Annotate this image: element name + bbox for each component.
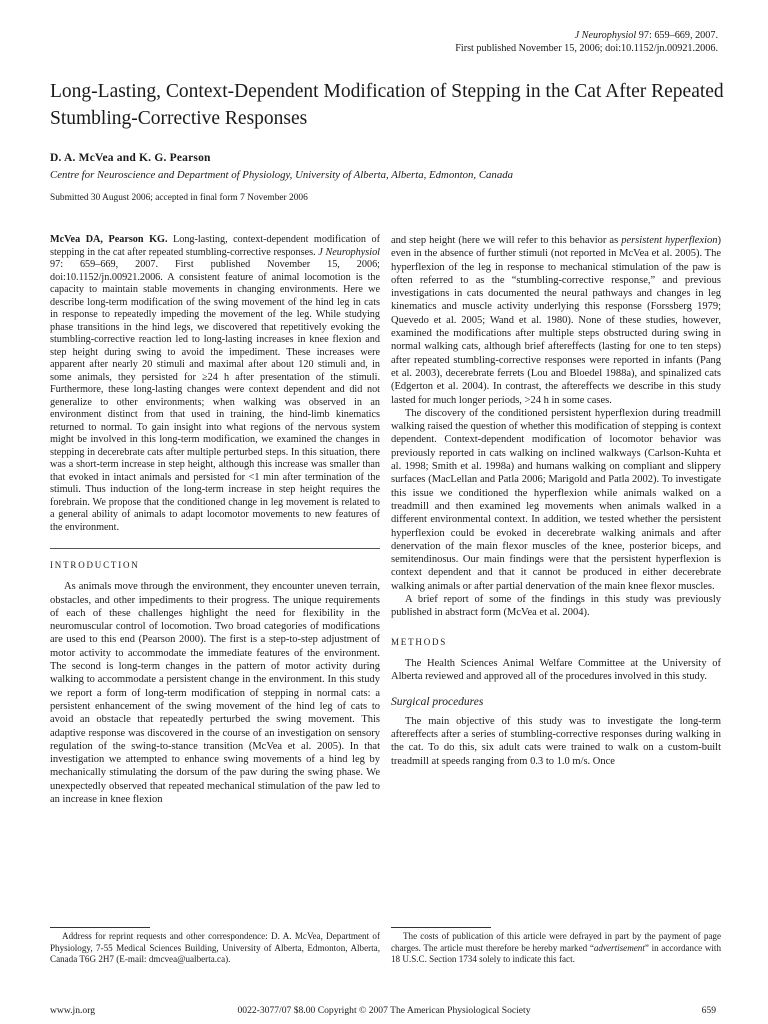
introduction-paragraph-2: The discovery of the conditioned persistent hyperflexion during treadmill walking raised the question of whether this modification of stepping is context dependent. Context-dependent modification of locomotor behavior was previously reported in cats walking on inclined walkways (Carlson-Kuhta et al. 1998; Smith et al. 1998a) and humans walking on compliant and slippery surfaces (MacLellan and Patla 2006; Marigold and Patla 2002). To investigate this issue we conditioned the hyperflexion while animals walked on a treadmill and then examined leg movements when animals walked in a different environmental context. In addition, we tested whether the persistent hyperflexion could be evoked in decerebrate walking animals and after denervation of the main flexor muscles of the knee, posterior biceps, and semitendinosus. Our main findings were that the persistent hyperflexion is context dependent and that it cannot be produced in either decerebrate walking animals or after partial denervation of the main knee flexor muscles. [391, 407, 721, 592]
first-published-line: First published November 15, 2006; doi:10.1152/jn.00921.2006. [455, 42, 718, 54]
header-citation [258, 30, 718, 55]
charges-text-em: advertisement [593, 942, 645, 953]
introduction-paragraph-1: As animals move through the environment, they encounter uneven terrain, obstacles, and other impediments to their progress. The unique requirements of each of these challenges highlight the need for flexibility in the neuromuscular control of locomotion. Two broad categories of modifications are used to this end (Pearson 2000). The first is a step-to-step adjustment of motor activity to accommodate the immediate features of the environment. The second is long-term changes in the pattern of motor activity during walking to accommodate a persistent change in the environment. In this study we report a form of long-term modification of stepping in normal cats: a persistent enhancement of the swing movement of the hind leg of cats to avoid an obstacle that repeatedly perturbed the swing movement. This adaptive response was discovered in the course of an investigation on sensory regulation of the swing-to-stance transition (McVea et al. 2005). In that investigation we attempted to enhance swing movements of a hind leg by mechanically stimulating the dorsum of the paw during the swing phase. We unexpectedly observed that repeated mechanical stimulation of the paw led to an increase in knee flexion [50, 581, 380, 806]
right-column [391, 234, 721, 768]
citation-volume: 97: 659–669, 2007. [638, 30, 718, 41]
abstract [50, 234, 380, 534]
methods-paragraph-2: The main objective of this study was to investigate the long-term aftereffects after a series of stumbling-corrective responses during walking in the cat. To do this, six adult cats were trained to walk on a custom-built treadmill at speeds ranging from 0.3 to 1.0 m/s. Once [391, 715, 721, 767]
introduction-heading: INTRODUCTION [50, 560, 140, 570]
charges-text-b: ” in accordance with 18 U.S.C. Section 1734 solely to indicate this fact. [391, 942, 721, 965]
abstract-journal: J Neurophysiol [318, 246, 380, 258]
abstract-lead: McVea DA, Pearson KG. [50, 234, 168, 245]
intro-cont-a: and step height (here we will refer to this behavior as [391, 235, 622, 246]
introduction-paragraph-1-continued [391, 234, 721, 407]
page-number: 659 [701, 1005, 716, 1016]
author-list: D. A. McVea and K. G. Pearson [50, 152, 211, 164]
affiliation: Centre for Neuroscience and Department of Physiology, University of Alberta, Alberta, Edmonton, Canada [50, 169, 514, 181]
charges-text-a: The costs of publication of this article were defrayed in part by the payment of page charges. The article must therefore be hereby marked “ [391, 931, 721, 953]
page-charges-footnote [391, 931, 721, 966]
introduction-paragraph-3: A brief report of some of the findings in this study was previously published in abstract form (McVea et al. 2004). [391, 594, 721, 619]
intro-cont-b: ) even in the absence of further stimuli (not reported in McVea et al. 2005). The hyperflexion of the leg in response to mechanical stimulation of the paw is often referred to as the “stumbling-corrective response,” and previous investigations in cats documented the neural pathways and changes in leg kinematics and muscle activity underlying this response (Forssberg 1979; Quevedo et al. 2005; Wand et al. 1980). None of these studies, however, examined the modifications after multiple steps obstructed during swing in normal walking cats, although brief aftereffects (lasting for one to ten steps) after repeated stumbling-corrective responses were reported in infants (Pang et al. 2003), decerebrate ferrets (Lou and Bloedel 1988a), and spinalized cats (Edgerton et al. 2004). In contrast, the aftereffects we describe in this study lasted for much longer periods, >24 h in some cases. [391, 235, 722, 406]
left-column [50, 234, 380, 806]
footnote-rule-right [391, 927, 491, 928]
methods-paragraph-1: The Health Sciences Animal Welfare Committee at the University of Alberta reviewed and approved all of the procedures involved in this study. [391, 657, 721, 683]
submission-dates: Submitted 30 August 2006; accepted in final form 7 November 2006 [50, 193, 308, 203]
journal-name: J Neurophysiol [574, 30, 637, 41]
surgical-procedures-heading: Surgical procedures [391, 695, 484, 708]
methods-heading: METHODS [391, 636, 448, 647]
article-title: Long-Lasting, Context-Dependent Modification of Stepping in the Cat After Repeated Stumbling-Corrective Responses [50, 81, 724, 129]
abstract-part1: Long-lasting, context-dependent modification of stepping in the cat after repeated stumbling-corrective responses. [50, 234, 380, 258]
correspondence-footnote: Address for reprint requests and other correspondence: D. A. McVea, Department of Physiology, 7-55 Medical Sciences Building, University of Alberta, Edmonton, Alberta, Canada T6G 2H7 (E-mail: dmcvea@ualberta.ca). [50, 931, 380, 965]
copyright-line: 0022-3077/07 $8.00 Copyright © 2007 The American Physiological Society [237, 1005, 531, 1016]
abstract-divider [50, 548, 380, 549]
intro-cont-em: persistent hyperflexion [621, 235, 718, 246]
footnote-rule-left [50, 927, 150, 928]
abstract-part2: 97: 659–669, 2007. First published November 15, 2006; doi:10.1152/jn.00921.2006. A consistent feature of animal locomotion is the capacity to maintain stable movements in changing environments. Here we describe long-term modification of the swing movement of the hind leg in cats in response to repeatedly impeding the movement of the leg. While studying phase transitions in the hind legs, we discovered that repetitively evoking the stumbling-corrective reaction led to long-lasting increases in knee flexion and step height during swing to avoid the impediment. These increases were apparent after nearly 20 stimuli and maximal after about 120 stimuli and, in some animals, they persisted for ≥24 h after presentation of the stimuli. Furthermore, these long-lasting changes were context dependent and did not generalize to other environments; when walking was observed in an environment distinct from that used in training, the hind-limb kinematics returned to normal. To gain insight into what regions of the nervous system might be involved in this long-term modification, we examined the changes in stepping in decerebrate cats after multiple perturbed steps. In this situation, there was a short-term increase in step height, although this increase was smaller than that evoked in intact animals and persisted for <1 min after termination of the stimuli. Thus induction of the long-term increase in step height requires the forebrain. We propose that the conditioned change in leg movement is related to a general ability of animals to adapt locomotor movements to new features of the environment. [50, 259, 380, 533]
journal-url[interactable]: www.jn.org [50, 1005, 96, 1016]
